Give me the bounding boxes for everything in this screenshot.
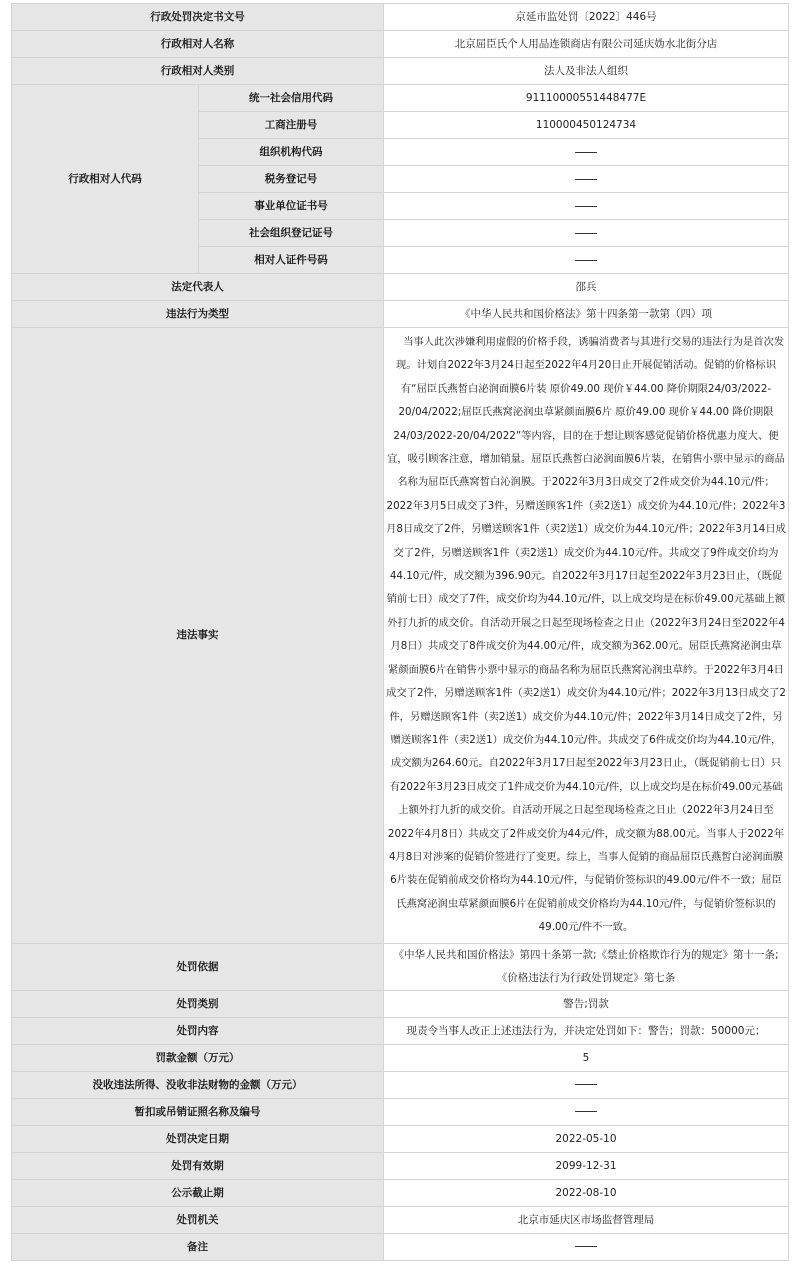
- table-row-party-type: [12, 58, 789, 85]
- table-row-violation-facts: [12, 328, 789, 944]
- row-label: 处罚有效期: [12, 1152, 384, 1179]
- fine-amount-value: 5: [384, 1044, 789, 1071]
- sub-row-label: 社会组织登记证号: [199, 220, 384, 247]
- credit-code-value: 91110000551448477E: [384, 85, 789, 112]
- penalty-basis-value: 《中华人民共和国价格法》第四十条第一款;《禁止价格欺诈行为的规定》第十一条;《价格违法行为行政处罚规定》第七条: [384, 943, 789, 990]
- publicity-deadline-value: 2022-08-10: [384, 1179, 789, 1206]
- table-row-authority: [12, 1206, 789, 1233]
- row-label: 行政处罚决定书文号: [12, 4, 384, 31]
- row-label: 没收违法所得、没收非法财物的金额（万元）: [12, 1071, 384, 1098]
- row-label: 处罚机关: [12, 1206, 384, 1233]
- table-row-publicity-deadline: [12, 1179, 789, 1206]
- table-row-penalty-category: [12, 990, 789, 1017]
- valid-until-value: 2099-12-31: [384, 1152, 789, 1179]
- empty-dash: [575, 152, 597, 153]
- row-label: 处罚决定日期: [12, 1125, 384, 1152]
- penalty-info-table: [11, 3, 789, 1261]
- row-label: 行政相对人类别: [12, 58, 384, 85]
- empty-dash: [575, 179, 597, 180]
- table-row-fine-amount: [12, 1044, 789, 1071]
- sub-row-label: 事业单位证书号: [199, 193, 384, 220]
- table-row-party-name: [12, 31, 789, 58]
- penalty-category-value: 警告;罚款: [384, 990, 789, 1017]
- institution-cert-value: [384, 193, 789, 220]
- row-label: 违法行为类型: [12, 301, 384, 328]
- sub-row-label: 组织机构代码: [199, 139, 384, 166]
- table-row-party-code: [12, 85, 789, 112]
- decision-date-value: 2022-05-10: [384, 1125, 789, 1152]
- sub-row-label: 税务登记号: [199, 166, 384, 193]
- row-label: 公示截止期: [12, 1179, 384, 1206]
- row-label: 处罚类别: [12, 990, 384, 1017]
- table-row-basis: [12, 943, 789, 990]
- table-row-license: [12, 1098, 789, 1125]
- row-label: 法定代表人: [12, 274, 384, 301]
- row-label: 备注: [12, 1233, 384, 1260]
- table-row-penalty-content: [12, 1017, 789, 1044]
- row-label: 暂扣或吊销证照名称及编号: [12, 1098, 384, 1125]
- row-label: 罚款金额（万元）: [12, 1044, 384, 1071]
- table-row-valid-until: [12, 1152, 789, 1179]
- table-row-violation-type: [12, 301, 789, 328]
- violation-facts-value: [384, 328, 789, 944]
- empty-dash: [575, 1246, 597, 1247]
- empty-dash: [575, 1084, 597, 1085]
- table-row-confiscation: [12, 1071, 789, 1098]
- row-label: 处罚内容: [12, 1017, 384, 1044]
- party-type-value: 法人及非法人组织: [384, 58, 789, 85]
- table-row-remarks: [12, 1233, 789, 1260]
- confiscation-value: [384, 1071, 789, 1098]
- license-value: [384, 1098, 789, 1125]
- violation-facts-text: 当事人此次涉嫌利用虚假的价格手段，诱骗消费者与其进行交易的违法行为是首次发现。计划自2022年3月24日起至2022年4月20日止开展促销活动。促销的价格标识有“屈臣氏燕皙白泌润面膜6片装 原价49.00 现价￥44.00 降价期限24/03/2022-20/04/2022;屈臣氏燕窝泌润虫草紧颜面膜6片 原价49.00 现价￥44.00 降价期限24/03/2022-20/04/2022”等内容，目的在于想让顾客感觉促销价格优惠力度大、便宜，吸引顾客注意，增加销量。屈臣氏燕皙白泌润面膜6片装，在销售小票中显示的商品名称为屈臣氏燕窝皙白沁润膜。于2022年3月3日成交了2件成交价为44.10元/件；2022年3月5日成交了3件，另赠送顾客1件（卖2送1）成交价为44.10元/件；2022年3月8日成交了2件，另赠送顾客1件（卖2送1）成交价为44.10元/件；2022年3月14日成交了2件，另赠送顾客1件（卖2送1）成交价为44.10元/件。共成交了9件成交价均为44.10元/件，成交额为396.90元。自2022年3月17日起至2022年3月23日止，（既促销前七日）成交了7件，成交价均为44.10元/件，以上成交均是在标价49.00元基础上额外打九折的成交价。自活动开展之日起至现场检查之日止（2022年3月24日至2022年4月8日）共成交了8件成交价为44.00元/件，成交额为362.00元。屈臣氏燕窝泌润虫草紧颜面膜6片在销售小票中显示的商品名称为屈臣氏燕窝沁润虫草紟。于2022年3月4日成交了2件，另赠送顾客1件（卖2送1）成交价为44.10元/件；2022年3月13日成交了2件，另赠送顾客1件（卖2送1）成交价为44.10元/件；2022年3月14日成交了2件，另赠送顾客1件（卖2送1）成交价为44.10元/件。共成交了6件成交价均为44.10元/件，成交额为264.60元。自2022年3月17日起至2022年3月23日止，（既促销前七日）只有2022年3月23日成交了1件成交价为44.10元/件，以上成交均是在标价49.00元基础上额外打九折的成交价。自活动开展之日起至现场检查之日止（2022年3月24日至2022年4月8日）共成交了2件成交价为44元/件，成交额为88.00元。当事人于2022年4月8日对涉案的促销价签进行了变更。综上，当事人促销的商品屈臣氏燕皙白泌润面膜6片装在促销前成交价格均为44.10元/件，与促销价签标识的49.00元/件不一致；屈臣氏燕窝泌润虫草紧颜面膜6片在促销前成交价格均为44.10元/件，与促销价签标识的49.00元/件不一致。: [386, 336, 786, 934]
- table-row-legal-rep: [12, 274, 789, 301]
- legal-rep-value: 邵兵: [384, 274, 789, 301]
- row-label: 行政相对人名称: [12, 31, 384, 58]
- social-org-value: [384, 220, 789, 247]
- remarks-value: [384, 1233, 789, 1260]
- authority-value: 北京市延庆区市场监督管理局: [384, 1206, 789, 1233]
- empty-dash: [575, 1111, 597, 1112]
- table-row-decision-date: [12, 1125, 789, 1152]
- row-label: 处罚依据: [12, 943, 384, 990]
- table-row-decision-no: [12, 4, 789, 31]
- org-code-value: [384, 139, 789, 166]
- empty-dash: [575, 260, 597, 261]
- tax-reg-value: [384, 166, 789, 193]
- sub-row-label: 相对人证件号码: [199, 247, 384, 274]
- empty-dash: [575, 233, 597, 234]
- id-number-value: [384, 247, 789, 274]
- decision-number-value: 京延市监处罚〔2022〕446号: [384, 4, 789, 31]
- sub-row-label: 工商注册号: [199, 112, 384, 139]
- empty-dash: [575, 206, 597, 207]
- penalty-content-value: 现责令当事人改正上述违法行为，并决定处罚如下：警告；罚款：50000元；: [384, 1017, 789, 1044]
- party-name-value: 北京屈臣氏个人用品连锁商店有限公司延庆妫水北街分店: [384, 31, 789, 58]
- violation-type-value: 《中华人民共和国价格法》第十四条第一款第（四）项: [384, 301, 789, 328]
- party-code-group-label: 行政相对人代码: [12, 85, 199, 274]
- business-reg-value: 110000450124734: [384, 112, 789, 139]
- sub-row-label: 统一社会信用代码: [199, 85, 384, 112]
- row-label: 违法事实: [12, 328, 384, 944]
